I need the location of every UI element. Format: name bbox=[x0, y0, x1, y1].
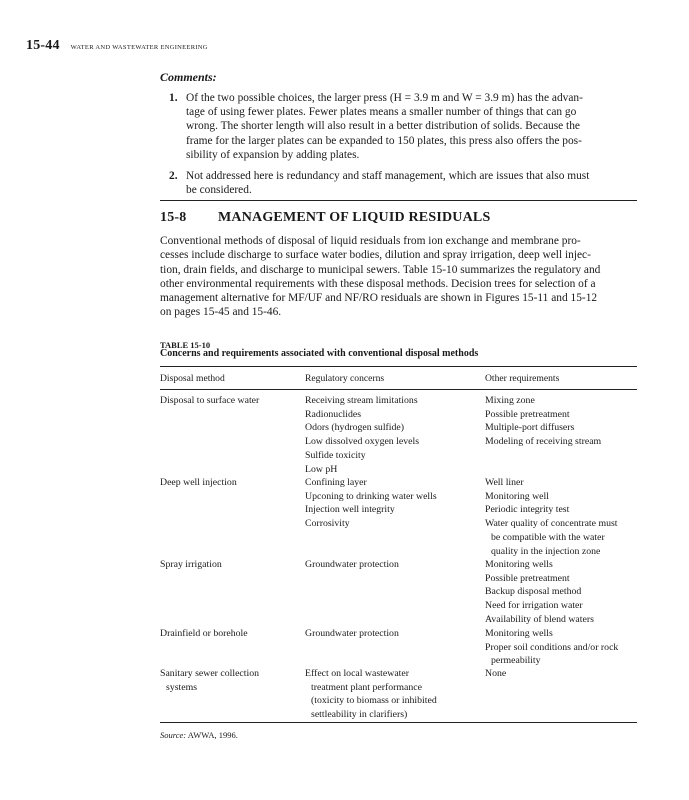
cell-line: treatment plant performance bbox=[311, 681, 422, 693]
running-head bbox=[26, 38, 208, 54]
paragraph-line: tion, drain fields, and discharge to municipal sewers. Table 15-10 summarizes the regulatory and bbox=[160, 263, 601, 276]
cell-line: Monitoring wells bbox=[485, 559, 553, 570]
cell-line: be compatible with the water bbox=[491, 531, 605, 543]
source-label: Source: bbox=[160, 730, 187, 740]
comment-number: 2. bbox=[169, 170, 178, 182]
comment-item bbox=[169, 169, 640, 197]
cell-line: Injection well integrity bbox=[305, 504, 395, 516]
cell-line: Proper soil conditions and/or rock bbox=[485, 641, 619, 653]
cell-line: Monitoring wells bbox=[485, 628, 553, 639]
cell-line: quality in the injection zone bbox=[491, 545, 601, 557]
cell-line: Periodic integrity test bbox=[485, 504, 570, 516]
table-bottom-rule bbox=[160, 722, 637, 723]
section-heading bbox=[160, 210, 490, 226]
table-caption: Concerns and requirements associated with conventional disposal methods bbox=[160, 348, 479, 359]
cell-line: Mixing zone bbox=[485, 395, 535, 406]
table-cell-concerns bbox=[305, 476, 437, 531]
cell-line: Confining layer bbox=[305, 477, 367, 488]
table-cell-concerns bbox=[305, 558, 399, 572]
cell-line: Possible pretreatment bbox=[485, 408, 570, 420]
cell-line: Monitoring well bbox=[485, 490, 549, 502]
cell-line: Odors (hydrogen sulfide) bbox=[305, 422, 405, 434]
cell-line: Low dissolved oxygen levels bbox=[305, 436, 420, 448]
cell-line: Disposal to surface water bbox=[160, 395, 260, 406]
comment-item bbox=[169, 91, 640, 162]
page-number: 15-44 bbox=[26, 38, 60, 53]
cell-line: Sanitary sewer collection bbox=[160, 668, 260, 679]
cell-line: Backup disposal method bbox=[485, 586, 582, 598]
section-title: MANAGEMENT OF LIQUID RESIDUALS bbox=[218, 210, 491, 225]
table-cell-requirements bbox=[485, 627, 618, 668]
comment-line: be considered. bbox=[186, 184, 252, 197]
running-title: WATER AND WASTEWATER ENGINEERING bbox=[70, 44, 208, 51]
table-source bbox=[160, 730, 238, 740]
cell-line: Modeling of receiving stream bbox=[485, 436, 602, 448]
table-header-rule bbox=[160, 389, 637, 390]
cell-line: Availability of blend waters bbox=[485, 613, 594, 625]
cell-line: Low pH bbox=[305, 463, 338, 475]
cell-line: Possible pretreatment bbox=[485, 572, 570, 584]
cell-line: Receiving stream limitations bbox=[305, 395, 418, 406]
comment-line: tage of using fewer plates. Fewer plates means a smaller number of things that can go bbox=[186, 106, 577, 119]
table-cell-method bbox=[160, 476, 237, 490]
section-number: 15-8 bbox=[160, 210, 187, 225]
cell-line: Groundwater protection bbox=[305, 628, 399, 639]
table-cell-requirements bbox=[485, 558, 594, 627]
comment-number: 1. bbox=[169, 92, 178, 104]
comment-line: Not addressed here is redundancy and staff management, which are issues that also must bbox=[186, 170, 590, 182]
comment-line: frame for the larger plates can be expanded to 150 plates, this press also offers the pos- bbox=[186, 134, 582, 147]
comment-line: Of the two possible choices, the larger press (H = 3.9 m and W = 3.9 m) has the advan- bbox=[186, 92, 583, 104]
column-header-method: Disposal method bbox=[160, 373, 225, 384]
cell-line: Deep well injection bbox=[160, 477, 237, 488]
cell-line: Spray irrigation bbox=[160, 559, 222, 570]
cell-line: Effect on local wastewater bbox=[305, 668, 409, 679]
table-cell-concerns bbox=[305, 627, 399, 641]
paragraph-line: on pages 15-45 and 15-46. bbox=[160, 306, 282, 319]
cell-line: Drainfield or borehole bbox=[160, 628, 248, 639]
cell-line: Well liner bbox=[485, 477, 524, 488]
table-cell-method bbox=[160, 394, 259, 408]
paragraph-line: management alternative for MF/UF and NF/RO residuals are shown in Figures 15-11 and 15-12 bbox=[160, 292, 598, 305]
column-header-requirements: Other requirements bbox=[485, 373, 560, 384]
column-header-concerns: Regulatory concerns bbox=[305, 373, 385, 384]
source-text: AWWA, 1996. bbox=[187, 730, 238, 740]
table-cell-requirements bbox=[485, 667, 506, 681]
cell-line: Upconing to drinking water wells bbox=[305, 490, 437, 502]
table-cell-requirements bbox=[485, 476, 618, 558]
comments-title: Comments: bbox=[160, 70, 217, 84]
cell-line: systems bbox=[166, 681, 198, 693]
cell-line: settleability in clarifiers) bbox=[311, 709, 408, 721]
table-top-rule bbox=[160, 366, 637, 367]
cell-line: Water quality of concentrate must bbox=[485, 518, 618, 530]
comment-line: wrong. The shorter length will also result in a better distribution of solids. Because the bbox=[186, 120, 580, 133]
table-cell-concerns bbox=[305, 667, 437, 722]
paragraph-line: cesses include discharge to surface water bodies, dilution and spray irrigation, deep well injec- bbox=[160, 249, 591, 262]
cell-line: permeability bbox=[491, 655, 541, 667]
table-label: TABLE 15-10 bbox=[160, 340, 211, 350]
cell-line: (toxicity to biomass or inhibited bbox=[311, 695, 437, 707]
paragraph-line: other environmental requirements with these disposal methods. Decision trees for selection of a bbox=[160, 277, 596, 290]
cell-line: Sulfide toxicity bbox=[305, 449, 366, 461]
table-cell-requirements bbox=[485, 394, 601, 449]
comments-end-rule bbox=[160, 200, 637, 201]
cell-line: Groundwater protection bbox=[305, 559, 399, 570]
table-cell-method bbox=[160, 667, 259, 694]
cell-line: None bbox=[485, 668, 507, 679]
table-cell-method bbox=[160, 627, 248, 641]
cell-line: Multiple-port diffusers bbox=[485, 422, 575, 434]
cell-line: Need for irrigation water bbox=[485, 600, 583, 612]
section-paragraph bbox=[160, 234, 638, 320]
cell-line: Corrosivity bbox=[305, 518, 350, 530]
cell-line: Radionuclides bbox=[305, 408, 362, 420]
table-cell-method bbox=[160, 558, 222, 572]
comment-line: sibility of expansion by adding plates. bbox=[186, 148, 360, 161]
table-cell-concerns bbox=[305, 394, 419, 476]
paragraph-line: Conventional methods of disposal of liquid residuals from ion exchange and membrane pro- bbox=[160, 235, 581, 247]
